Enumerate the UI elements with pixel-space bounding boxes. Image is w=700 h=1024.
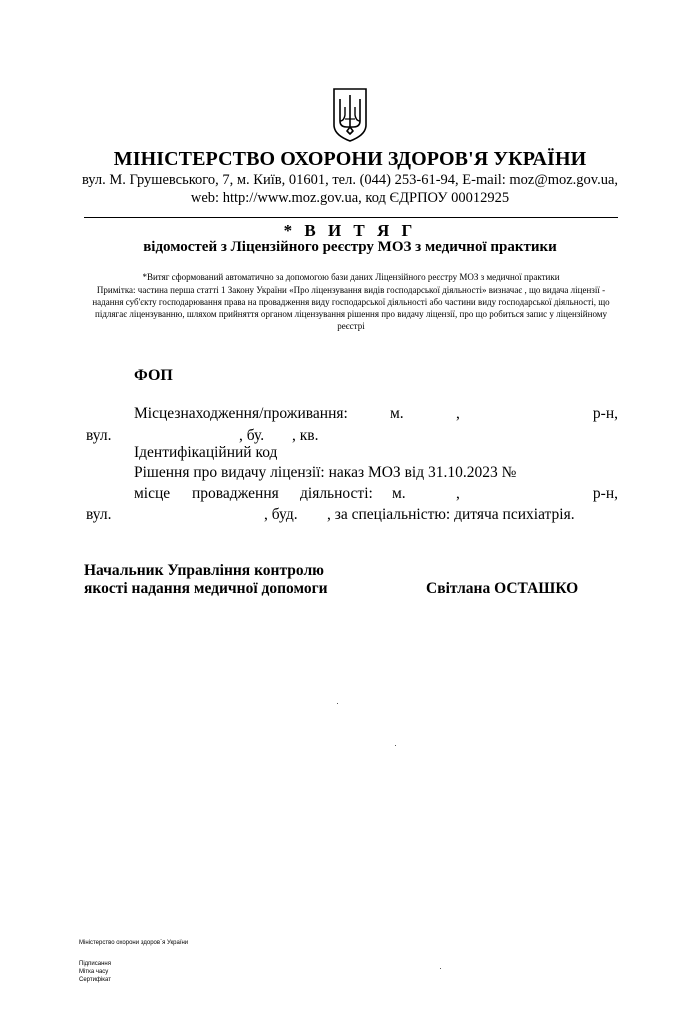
document-subtitle: відомостей з Ліцензійного реєстру МОЗ з медичної практики — [143, 239, 557, 255]
header-divider — [84, 217, 618, 218]
district-label: р-н, — [592, 405, 618, 422]
location-label: Місцезнаходження/проживання: — [134, 405, 348, 422]
city-comma: , — [456, 405, 460, 422]
signatory-position-line-1: Начальник Управління контролю — [84, 562, 324, 579]
scan-speck — [440, 968, 441, 969]
footer-certificate-label: Сертифікат — [79, 977, 111, 983]
signatory-position-line-2: якості надання медичної допомоги — [84, 580, 328, 597]
street-label: вул. — [86, 427, 112, 444]
organization-name: МІНІСТЕРСТВО ОХОРОНИ ЗДОРОВ'Я УКРАЇНИ — [113, 148, 587, 170]
address-line-2: web: http://www.moz.gov.ua, код ЄДРПОУ 00012925 — [190, 190, 510, 206]
activity-street-label: вул. — [86, 506, 112, 523]
activity-district-label: р-н, — [592, 485, 618, 502]
location-row — [134, 405, 618, 425]
apartment-label: , кв. — [292, 427, 319, 444]
auto-generated-note: *Витяг сформований автоматично за допомогою бази даних Ліцензійного реєстру МОЗ з медичної практики — [142, 272, 560, 282]
coat-of-arms-icon — [331, 87, 369, 143]
activity-row — [134, 485, 618, 505]
specialty: , за спеціальністю: дитяча психіатрія. — [327, 506, 575, 523]
building-label: , бу. — [239, 427, 265, 444]
footer-timestamp-label: Мітка часу — [79, 969, 109, 975]
footer-signed-label: Підписання — [79, 961, 111, 967]
activity-label-word-2: провадження — [192, 485, 279, 502]
legal-remark: Примітка: частина перша статті 1 Закону України «Про ліцензування видів господарської діяльності» визначає , що видача ліцензії - надання суб'єкту господарювання права на провадження виду господарської діяльності або частини виду господарської діяльності, що підлягає ліцензуванню, шляхом прийняття органом ліцензування рішення про видачу ліцензії, про що робиться запис у ліцензійному реєстрі — [92, 285, 610, 331]
scan-speck — [395, 745, 396, 746]
scan-speck — [337, 703, 338, 704]
activity-street-row — [84, 506, 618, 526]
address-line-1: вул. М. Грушевського, 7, м. Київ, 01601, тел. (044) 253-61-94, E-mail: moz@moz.gov.ua, — [81, 172, 619, 188]
city-label: м. — [390, 405, 404, 422]
activity-building-label: , буд. — [264, 506, 298, 523]
activity-label-word-1: місце — [134, 485, 171, 502]
activity-label-word-3: діяльності: — [300, 485, 373, 502]
signatory-name: Світлана ОСТАШКО — [426, 580, 579, 597]
document-title: * В И Т Я Г — [283, 221, 417, 240]
activity-city-comma: , — [456, 485, 460, 502]
entity-type: ФОП — [134, 367, 173, 384]
id-code-label: Ідентифікаційний код — [134, 444, 278, 461]
activity-city-label: м. — [392, 485, 406, 502]
footer-ministry: Міністерство охорони здоров`я України — [79, 940, 189, 946]
license-decision: Рішення про видачу ліцензії: наказ МОЗ від 31.10.2023 № — [134, 464, 517, 481]
